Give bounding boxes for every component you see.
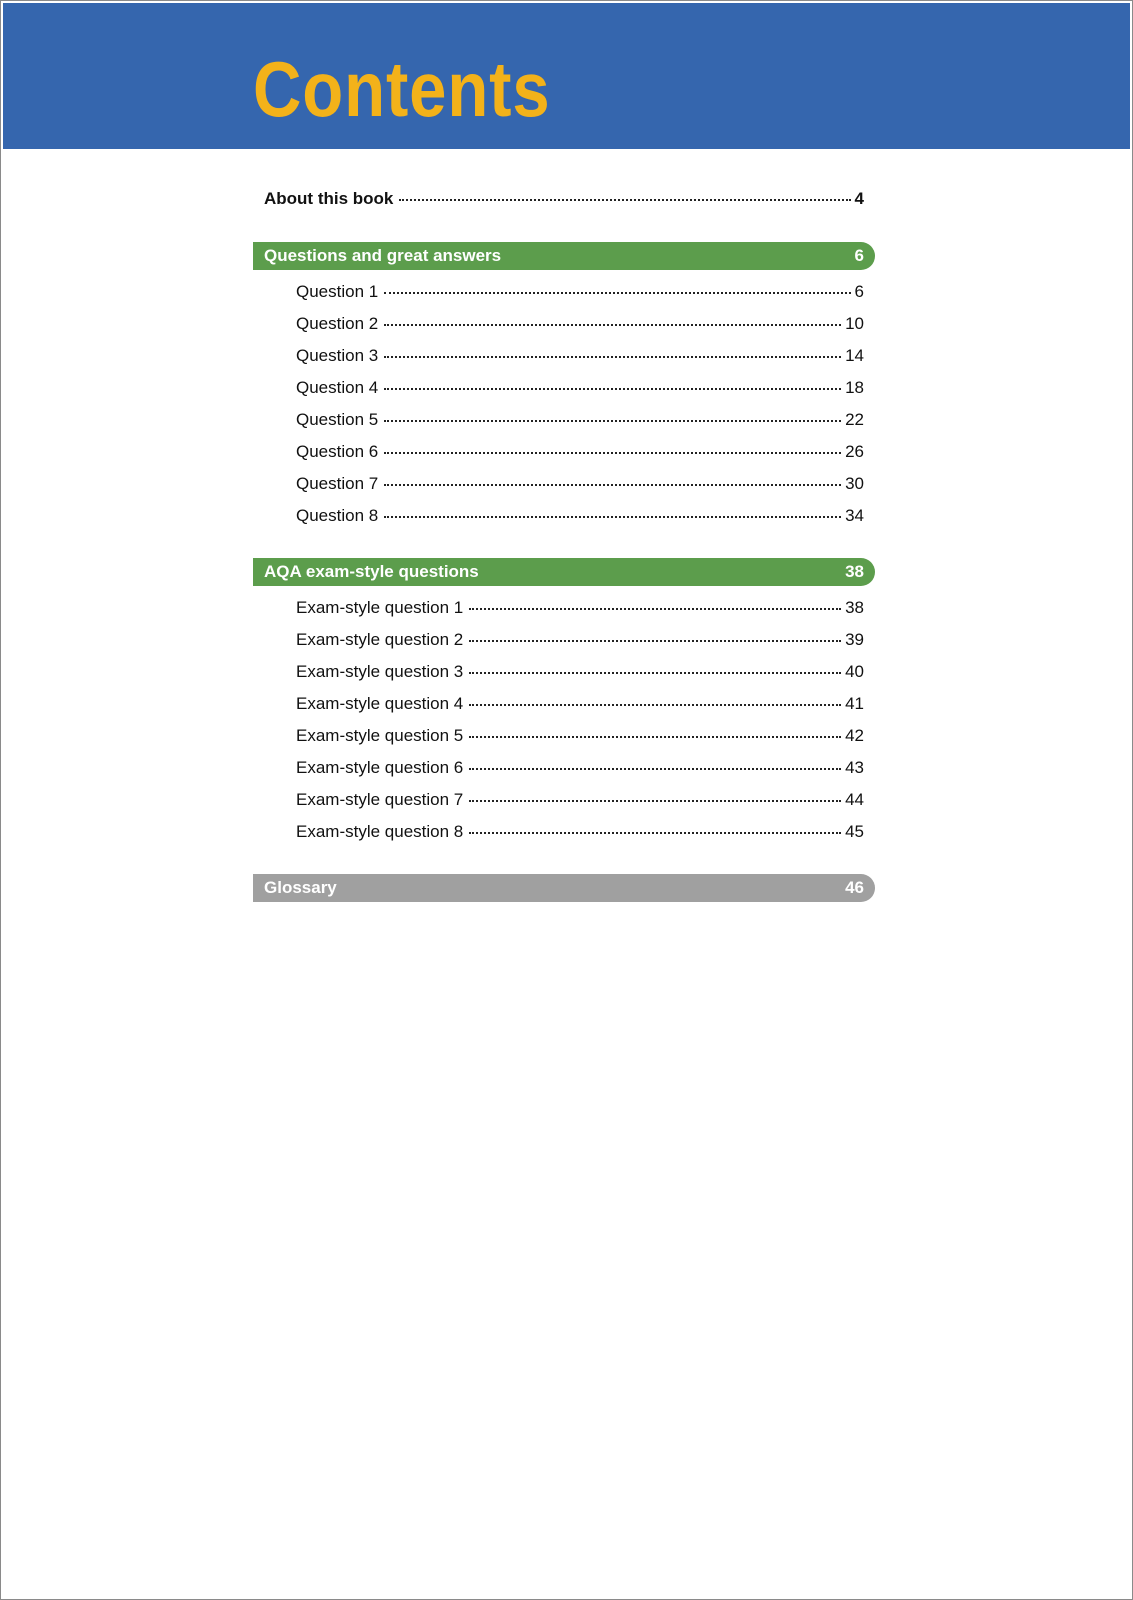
toc-entry-label: Exam-style question 7 [296,790,464,809]
toc-entry-label: Question 8 [296,506,379,525]
toc-entry-page: 43 [845,758,864,777]
dot-leader [384,452,841,454]
section-title: Glossary [264,878,337,897]
toc-entry[interactable] [253,440,875,472]
section-title: Questions and great answers [264,246,502,265]
toc-entry-page: 26 [845,442,864,461]
toc-entry[interactable] [253,312,875,344]
section-page: 38 [845,562,864,581]
toc-entry-page: 22 [845,410,864,429]
toc-entry[interactable] [253,472,875,504]
toc-entry[interactable] [253,280,875,312]
toc-entry-label: Question 6 [296,442,379,461]
dot-leader [469,832,841,834]
toc-entry-label: Question 2 [296,314,379,333]
toc-entry-page: 14 [845,346,864,365]
toc-entry-about[interactable] [253,187,875,219]
toc-entry[interactable] [253,376,875,408]
toc-entry-page: 10 [845,314,864,333]
toc-entry[interactable] [253,788,875,820]
dot-leader [469,768,841,770]
dot-leader [384,356,841,358]
toc-entry-label: Exam-style question 8 [296,822,464,841]
toc-entry-label: About this book [264,189,394,208]
dot-leader [384,516,841,518]
section-bar-questions[interactable] [253,242,875,270]
dot-leader [469,640,841,642]
header-banner [3,3,1130,149]
toc-entry-page: 45 [845,822,864,841]
toc-entry[interactable] [253,660,875,692]
toc-entry-label: Exam-style question 6 [296,758,464,777]
toc-entry[interactable] [253,408,875,440]
section-bar-glossary[interactable] [253,874,875,902]
toc-entry-page: 34 [845,506,864,525]
toc-entry-page: 40 [845,662,864,681]
toc-entry[interactable] [253,820,875,852]
toc-entry[interactable] [253,628,875,660]
page-title: Contents [253,45,551,133]
toc-entry-label: Question 3 [296,346,379,365]
toc-entry-page: 4 [854,189,864,208]
toc-entry[interactable] [253,596,875,628]
toc-entry-page: 30 [845,474,864,493]
toc-entry-label: Question 4 [296,378,379,397]
section-bar-exam-style[interactable] [253,558,875,586]
dot-leader [469,672,841,674]
toc-entry-label: Question 7 [296,474,379,493]
section-page: 46 [845,878,864,897]
table-of-contents [253,187,875,912]
dot-leader [469,800,841,802]
toc-entry-label: Question 1 [296,282,379,301]
toc-entry[interactable] [253,692,875,724]
toc-entry-page: 18 [845,378,864,397]
toc-entry-label: Exam-style question 2 [296,630,464,649]
toc-entry-label: Exam-style question 5 [296,726,464,745]
toc-entry-label: Exam-style question 4 [296,694,464,713]
toc-entry-page: 38 [845,598,864,617]
dot-leader [384,292,850,294]
section-page: 6 [854,246,864,265]
toc-entry[interactable] [253,724,875,756]
toc-entry-page: 42 [845,726,864,745]
toc-entry-label: Exam-style question 3 [296,662,464,681]
dot-leader [384,388,841,390]
dot-leader [469,736,841,738]
dot-leader [384,420,841,422]
toc-entry-label: Question 5 [296,410,379,429]
dot-leader [399,199,850,201]
toc-entry[interactable] [253,756,875,788]
dot-leader [469,608,841,610]
toc-entry-page: 41 [845,694,864,713]
dot-leader [384,324,841,326]
toc-entry[interactable] [253,504,875,536]
toc-entry-page: 6 [854,282,864,301]
dot-leader [469,704,841,706]
toc-entry-page: 44 [845,790,864,809]
toc-entry[interactable] [253,344,875,376]
section-title: AQA exam-style questions [264,562,479,581]
toc-entry-page: 39 [845,630,864,649]
toc-entry-label: Exam-style question 1 [296,598,464,617]
dot-leader [384,484,841,486]
